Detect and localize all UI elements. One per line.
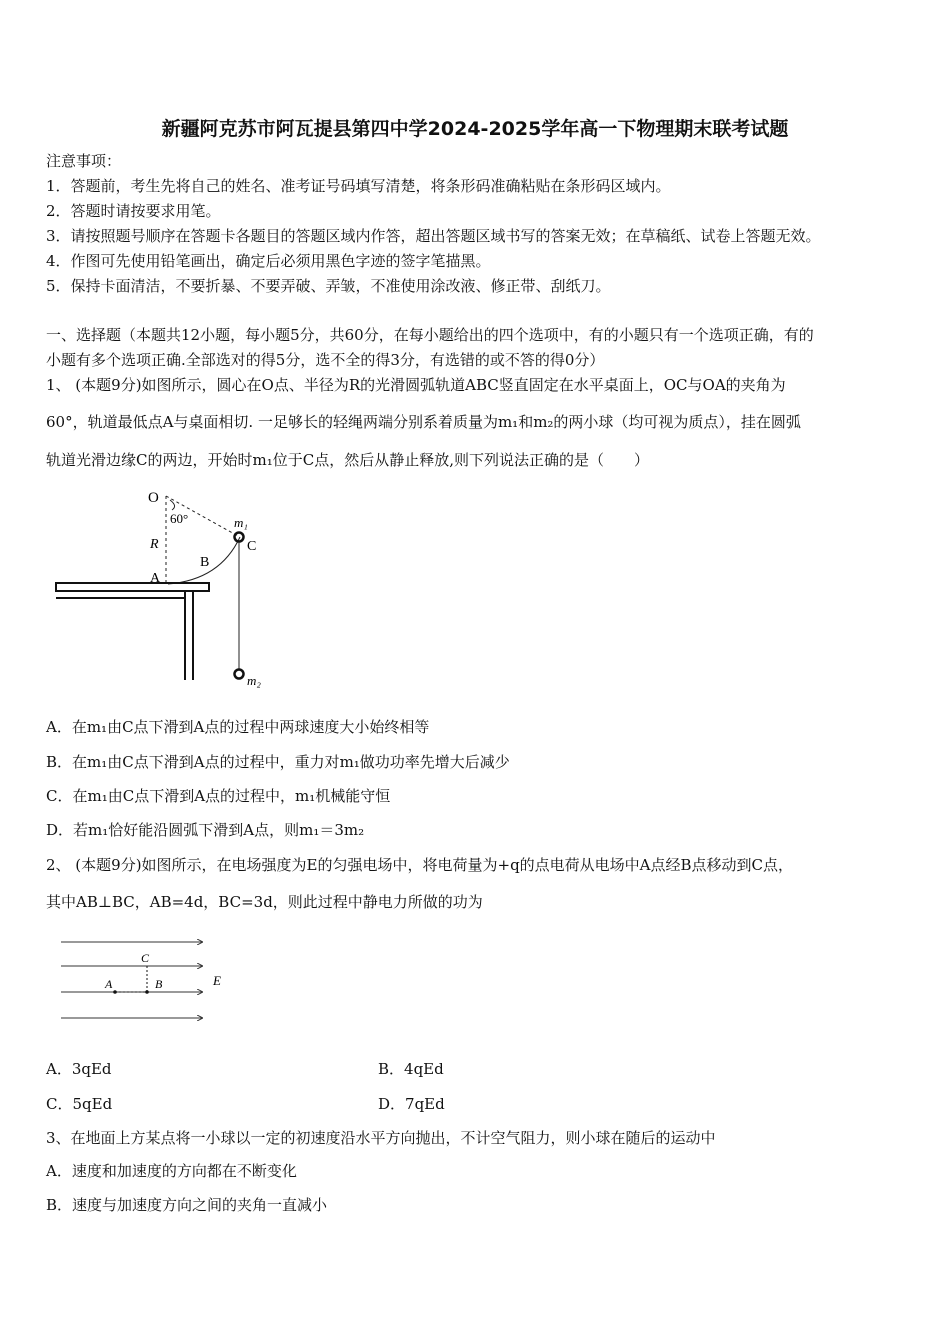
q1-option-c: C．在m₁由C点下滑到A点的过程中，m₁机械能守恒	[46, 787, 391, 805]
q1-stem: 轨道光滑边缘C的两边，开始时m₁位于C点，然后从静止释放,则下列说法正确的是（ ）	[46, 451, 649, 469]
page-title: 新疆阿克苏市阿瓦提县第四中学2024-2025学年高一下物理期末联考试题	[161, 118, 789, 140]
note-item: 4．作图可先使用铅笔画出，确定后必须用黑色字迹的签字笔描黑。	[46, 252, 491, 270]
q2-figure	[55, 930, 235, 1030]
label-m1: m₁	[234, 515, 248, 530]
q1-figure	[40, 480, 280, 690]
label-B: B	[200, 555, 210, 570]
q3-option-a: A．速度和加速度的方向都在不断变化	[46, 1162, 297, 1180]
note-item: 1．答题前，考生先将自己的姓名、准考证号码填写清楚，将条形码准确粘贴在条形码区域内。	[46, 177, 671, 195]
label-B: B	[155, 977, 163, 991]
section-heading: 一、选择题（本题共12小题，每小题5分，共60分，在每小题给出的四个选项中，有的小题只有一个选项正确，有的	[46, 326, 814, 344]
label-m2: m₂	[247, 673, 261, 688]
q2-option-c: C．5qEd	[46, 1095, 113, 1113]
q3-option-b: B．速度与加速度方向之间的夹角一直减小	[46, 1196, 328, 1214]
q2-stem: 2、 (本题9分)如图所示，在电场强度为E的匀强电场中，将电荷量为+q的点电荷从电场中A点经B点移动到C点，	[46, 856, 794, 874]
label-A: A	[105, 977, 113, 991]
q1-option-a: A．在m₁由C点下滑到A点的过程中两球速度大小始终相等	[46, 718, 430, 736]
label-E: E	[213, 973, 221, 988]
section-heading-cont: 小题有多个选项正确.全部选对的得5分，选不全的得3分，有选错的或不答的得0分）	[46, 351, 605, 369]
q2-option-b: B．4qEd	[378, 1060, 444, 1078]
label-C: C	[141, 951, 150, 965]
q1-stem: 60°，轨道最低点A与桌面相切. 一足够长的轻绳两端分别系着质量为m₁和m₂的两小球（均可视为质点），挂在圆弧	[46, 413, 801, 431]
q1-option-d: D．若m₁恰好能沿圆弧下滑到A点，则m₁＝3m₂	[46, 821, 365, 839]
label-C: C	[247, 539, 257, 554]
label-O: O	[148, 490, 159, 506]
label-angle: 60°	[170, 511, 189, 526]
q2-option-d: D．7qEd	[378, 1095, 445, 1113]
label-R: R	[150, 537, 159, 552]
note-item: 5．保持卡面清洁，不要折暴、不要弄破、弄皱，不准使用涂改液、修正带、刮纸刀。	[46, 277, 611, 295]
q2-option-a: A．3qEd	[46, 1060, 112, 1078]
q3-stem: 3、在地面上方某点将一小球以一定的初速度沿水平方向抛出，不计空气阻力，则小球在随后的运动中	[46, 1129, 716, 1147]
q1-stem: 1、 (本题9分)如图所示，圆心在O点、半径为R的光滑圆弧轨道ABC竖直固定在水平桌面上，OC与OA的夹角为	[46, 376, 786, 394]
label-A: A	[150, 571, 161, 586]
q1-option-b: B．在m₁由C点下滑到A点的过程中，重力对m₁做功功率先增大后减少	[46, 753, 510, 771]
notes-heading: 注意事项：	[46, 152, 122, 170]
q2-stem: 其中AB⊥BC，AB=4d，BC=3d，则此过程中静电力所做的功为	[46, 893, 483, 911]
note-item: 3．请按照题号顺序在答题卡各题目的答题区域内作答，超出答题区域书写的答案无效；在草稿纸、试卷上答题无效。	[46, 227, 821, 245]
note-item: 2．答题时请按要求用笔。	[46, 202, 221, 220]
